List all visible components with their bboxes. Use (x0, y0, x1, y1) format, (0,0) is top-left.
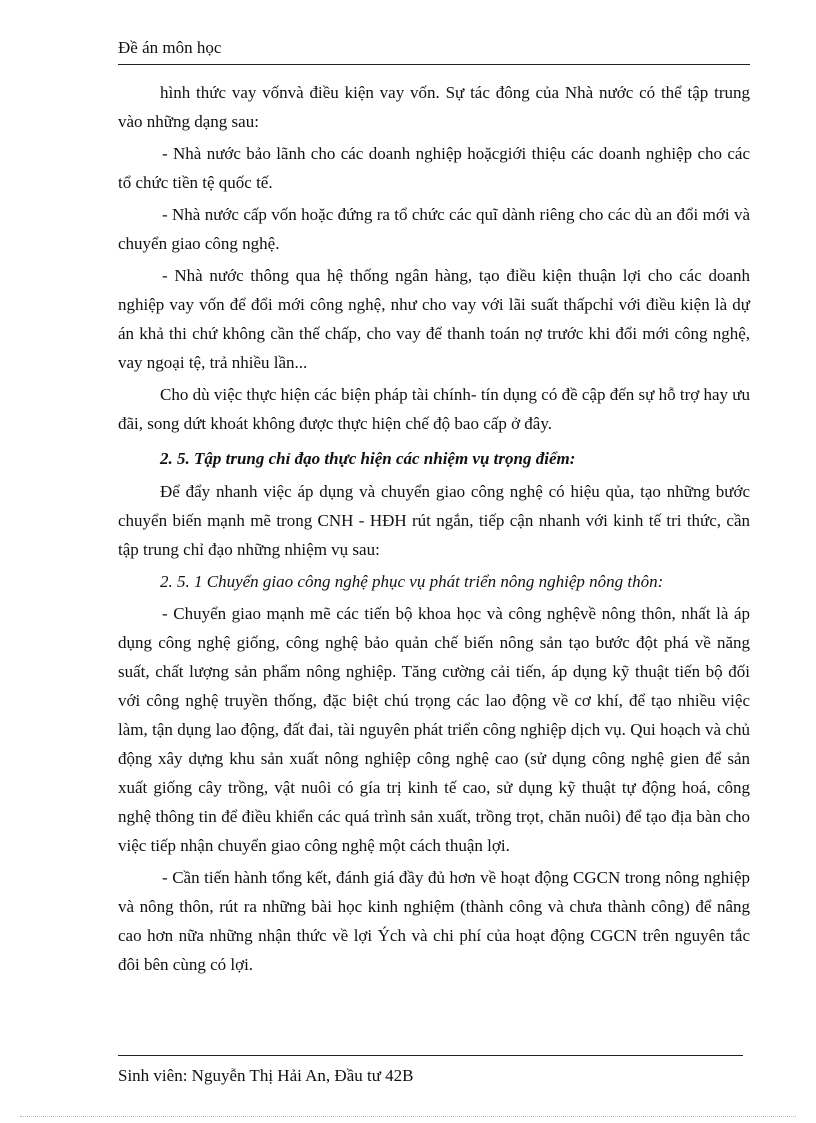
bullet-paragraph: - Nhà nước cấp vốn hoặc đứng ra tổ chức các quĩ dành riêng cho các dù an đổi mới và chuyển giao công nghệ. (118, 205, 750, 253)
bullet-paragraph: - Nhà nước thông qua hệ thống ngân hàng, tạo điều kiện thuận lợi cho các doanh nghiệp vay vốn để đổi mới công nghệ, như cho vay với lãi suất thấpchỉ với điều kiện là dự án khả thi chứ không cần thế chấp, cho vay để thanh toán nợ trước khi đổi mới công nghệ, vay ngoại tệ, trả nhiều lần... (118, 266, 750, 372)
page-body (118, 78, 750, 982)
header-divider (118, 64, 750, 65)
section-heading: 2. 5. Tập trung chỉ đạo thực hiện các nhiệm vụ trọng điểm: (160, 449, 576, 468)
bullet-paragraph: - Cần tiến hành tổng kết, đánh giá đầy đủ hơn về hoạt động CGCN trong nông nghiệp và nông thôn, rút ra những bài học kinh nghiệm (thành công và chưa thành công) để nâng cao hơn nữa những nhận thức về lợi Ých và chi phí của hoạt động CGCN trên nguyên tắc đôi bên cùng có lợi. (118, 868, 750, 974)
subsection-heading: 2. 5. 1 Chuyển giao công nghệ phục vụ phát triển nông nghiệp nông thôn: (160, 572, 664, 591)
paragraph: Cho dù việc thực hiện các biện pháp tài chính- tín dụng có đề cập đến sự hỗ trợ hay ưu đãi, song dứt khoát không được thực hiện chế độ bao cấp ở đây. (118, 385, 750, 433)
paragraph: hình thức vay vốnvà điều kiện vay vốn. Sự tác đông của Nhà nước có thể tập trung vào những dạng sau: (118, 83, 750, 131)
bullet-paragraph: - Nhà nước bảo lãnh cho các doanh nghiệp hoặcgiới thiệu các doanh nghiệp cho các tổ chức tiền tệ quốc tế. (118, 144, 750, 192)
page-header: Đề án môn học (118, 38, 222, 57)
page-bottom-edge (20, 1116, 796, 1117)
paragraph: Để đẩy nhanh việc áp dụng và chuyển giao công nghệ có hiệu qủa, tạo những bước chuyển biến mạnh mẽ trong CNH - HĐH rút ngắn, tiếp cận nhanh với kinh tế tri thức, cần tập trung chỉ đạo những nhiệm vụ sau: (118, 482, 750, 559)
bullet-paragraph: - Chuyển giao mạnh mẽ các tiến bộ khoa học và công nghệvề nông thôn, nhất là áp dụng công nghệ giống, công nghệ bảo quản chế biến nông sản tạo bước đột phá về năng suất, chất lượng sản phẩm nông nghiệp. Tăng cường cải tiến, áp dụng kỹ thuật tiến bộ đối với công nghệ truyền thống, đặc biệt chú trọng các lao động về cơ khí, để tạo nhiều việc làm, tận dụng lao động, đất đai, tài nguyên phát triển công nghiệp dịch vụ. Qui hoạch và chủ động xây dựng khu sản xuất nông nghiệp công nghệ cao (sử dụng công nghệ gien để sản xuất giống cây trồng, vật nuôi có gía trị kinh tế cao, sử dụng kỹ thuật tự động hoá, công nghệ thông tin để điều khiển các quá trình sản xuất, trồng trọt, chăn nuôi) để tạo địa bàn cho việc tiếp nhận chuyển giao công nghệ một cách thuận lợi. (118, 604, 750, 855)
page-footer: Sinh viên: Nguyễn Thị Hải An, Đầu tư 42B (118, 1066, 414, 1085)
footer-divider (118, 1055, 743, 1056)
